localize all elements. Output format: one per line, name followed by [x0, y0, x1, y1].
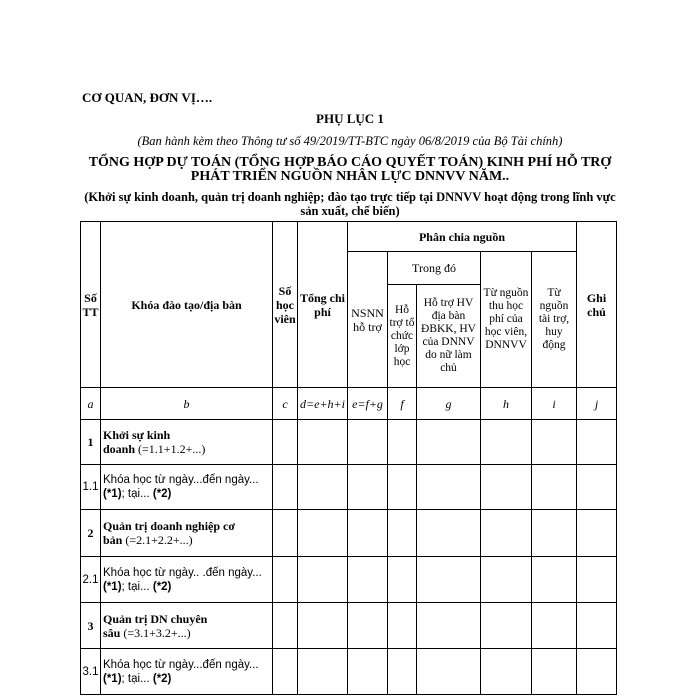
- table-row: [81, 557, 617, 603]
- code-cell: e=f+g: [348, 388, 388, 420]
- col-header-students: Số học viên: [273, 222, 298, 388]
- row-course-line2: [103, 580, 271, 594]
- empty-cell: [532, 510, 577, 557]
- empty-cell: [417, 557, 481, 603]
- col-header-course: Khóa đào tạo/địa bàn: [101, 222, 273, 388]
- empty-cell: [417, 649, 481, 695]
- empty-cell: [577, 420, 617, 465]
- col-header-hv-support: Hỗ trợ HV địa bàn ĐBKK, HV của DNNV do nữ làm chủ: [417, 285, 481, 388]
- row-course-formula: (=1.1+1.2+...): [135, 442, 206, 456]
- table-row: [81, 465, 617, 510]
- empty-cell: [348, 420, 388, 465]
- empty-cell: [532, 465, 577, 510]
- code-cell: h: [481, 388, 532, 420]
- row-course-place: ; tại...: [121, 580, 153, 593]
- code-cell: c: [273, 388, 298, 420]
- empty-cell: [298, 510, 348, 557]
- col-header-sponsor: Từ nguồn tài trợ, huy động: [532, 252, 577, 388]
- table-row: [81, 603, 617, 649]
- table-row: [81, 649, 617, 695]
- empty-cell: [532, 649, 577, 695]
- row-stt: 3: [81, 603, 101, 649]
- empty-cell: [298, 649, 348, 695]
- col-header-note: Ghi chú: [577, 222, 617, 388]
- row-course-line1: Quản trị DN chuyên: [103, 611, 208, 626]
- appendix-title: PHỤ LỤC 1: [316, 111, 384, 126]
- empty-cell: [273, 420, 298, 465]
- table-row: [81, 510, 617, 557]
- row-course-bold2: (*2): [152, 488, 172, 500]
- row-course-bold: doanh: [103, 442, 136, 456]
- empty-cell: [577, 465, 617, 510]
- row-course-bold: (*1): [103, 580, 122, 593]
- empty-cell: [298, 603, 348, 649]
- table-row: [81, 420, 617, 465]
- row-course: [101, 420, 273, 465]
- row-course-bold: (*1): [103, 672, 122, 685]
- row-stt: 1: [81, 420, 101, 465]
- empty-cell: [417, 510, 481, 557]
- code-cell: i: [532, 388, 577, 420]
- col-header-source-group: Phân chia nguồn: [348, 222, 577, 252]
- row-course: [101, 649, 273, 695]
- empty-cell: [298, 557, 348, 603]
- empty-cell: [481, 465, 532, 510]
- row-course-line2: [103, 672, 271, 686]
- row-course-bold: bản: [103, 533, 123, 547]
- col-header-of-which: Trong đó: [388, 252, 481, 285]
- empty-cell: [388, 557, 417, 603]
- empty-cell: [273, 603, 298, 649]
- row-course-bold: sâu: [103, 625, 121, 640]
- empty-cell: [532, 557, 577, 603]
- row-course: [101, 603, 273, 649]
- col-header-org-support: Hỗ trợ tổ chức lớp học: [388, 285, 417, 388]
- code-cell: f: [388, 388, 417, 420]
- col-header-stt: Số TT: [81, 222, 101, 388]
- col-header-nsnn: NSNN hỗ trợ: [348, 252, 388, 388]
- row-course-line1: Quản trị doanh nghiệp cơ: [103, 519, 236, 533]
- empty-cell: [273, 510, 298, 557]
- empty-cell: [388, 603, 417, 649]
- empty-cell: [577, 557, 617, 603]
- document-subtitle: (Khởi sự kinh doanh, quản trị doanh nghiệp; đào tạo trực tiếp tại DNNVV hoạt động trong lĩnh vực sản xuất, chế biến): [84, 190, 616, 218]
- empty-cell: [481, 420, 532, 465]
- empty-cell: [417, 420, 481, 465]
- row-course-line1: Khóa học từ ngày.. .đến ngày...: [103, 566, 262, 579]
- row-course: [101, 510, 273, 557]
- empty-cell: [388, 510, 417, 557]
- row-stt: 2: [81, 510, 101, 557]
- empty-cell: [481, 557, 532, 603]
- row-course-formula: (=2.1+2.2+...): [122, 533, 193, 547]
- code-row: [81, 388, 617, 420]
- estimate-table: [80, 221, 617, 695]
- col-header-total: Tổng chi phí: [298, 222, 348, 388]
- empty-cell: [273, 557, 298, 603]
- empty-cell: [532, 603, 577, 649]
- row-course: [101, 557, 273, 603]
- row-stt: 3.1: [81, 649, 101, 695]
- row-course-line2: [103, 533, 271, 547]
- code-cell: b: [101, 388, 273, 420]
- estimate-table-wrap: [80, 221, 617, 695]
- row-course-bold2: (*2): [152, 672, 172, 685]
- empty-cell: [273, 465, 298, 510]
- row-course-line2: [103, 442, 271, 456]
- row-course-place: ; tại...: [121, 488, 153, 500]
- empty-cell: [348, 557, 388, 603]
- row-course: [101, 465, 273, 510]
- row-course-line1: Khóa học từ ngày...đến ngày...: [103, 658, 259, 671]
- empty-cell: [417, 465, 481, 510]
- row-course-formula: (=3.1+3.2+...): [120, 625, 191, 640]
- header-row-1: [81, 222, 617, 252]
- empty-cell: [348, 603, 388, 649]
- code-cell: d=e+h+i: [298, 388, 348, 420]
- empty-cell: [388, 465, 417, 510]
- empty-cell: [388, 649, 417, 695]
- empty-cell: [577, 649, 617, 695]
- document-title: TỔNG HỢP DỰ TOÁN (TỔNG HỢP BÁO CÁO QUYẾT TOÁN) KINH PHÍ HỖ TRỢ PHÁT TRIỂN NGUỒN NHÂN LỰC DNNVV NĂM..: [88, 155, 612, 184]
- empty-cell: [481, 649, 532, 695]
- empty-cell: [298, 465, 348, 510]
- row-course-line2: [103, 626, 271, 640]
- row-course-line1: Khởi sự kinh: [103, 428, 171, 442]
- empty-cell: [273, 649, 298, 695]
- issued-by-note: (Ban hành kèm theo Thông tư số 49/2019/TT-BTC ngày 06/8/2019 của Bộ Tài chính): [137, 134, 563, 148]
- empty-cell: [481, 603, 532, 649]
- empty-cell: [417, 603, 481, 649]
- empty-cell: [577, 510, 617, 557]
- row-course-place: ; tại...: [121, 672, 153, 685]
- row-stt: 1.1: [81, 465, 101, 510]
- col-header-tuition: Từ nguồn thu học phí của học viên, DNNVV: [481, 252, 532, 388]
- row-course-line1: Khóa học từ ngày...đến ngày...: [103, 474, 259, 486]
- row-course-bold2: (*2): [152, 580, 172, 593]
- code-cell: j: [577, 388, 617, 420]
- row-course-line2: [103, 487, 271, 501]
- code-cell: a: [81, 388, 101, 420]
- row-stt: 2.1: [81, 557, 101, 603]
- row-course-bold: (*1): [103, 488, 122, 500]
- empty-cell: [348, 510, 388, 557]
- empty-cell: [298, 420, 348, 465]
- code-cell: g: [417, 388, 481, 420]
- empty-cell: [481, 510, 532, 557]
- organization-label: CƠ QUAN, ĐƠN VỊ….: [82, 90, 213, 105]
- empty-cell: [532, 420, 577, 465]
- empty-cell: [348, 649, 388, 695]
- empty-cell: [388, 420, 417, 465]
- empty-cell: [577, 603, 617, 649]
- empty-cell: [348, 465, 388, 510]
